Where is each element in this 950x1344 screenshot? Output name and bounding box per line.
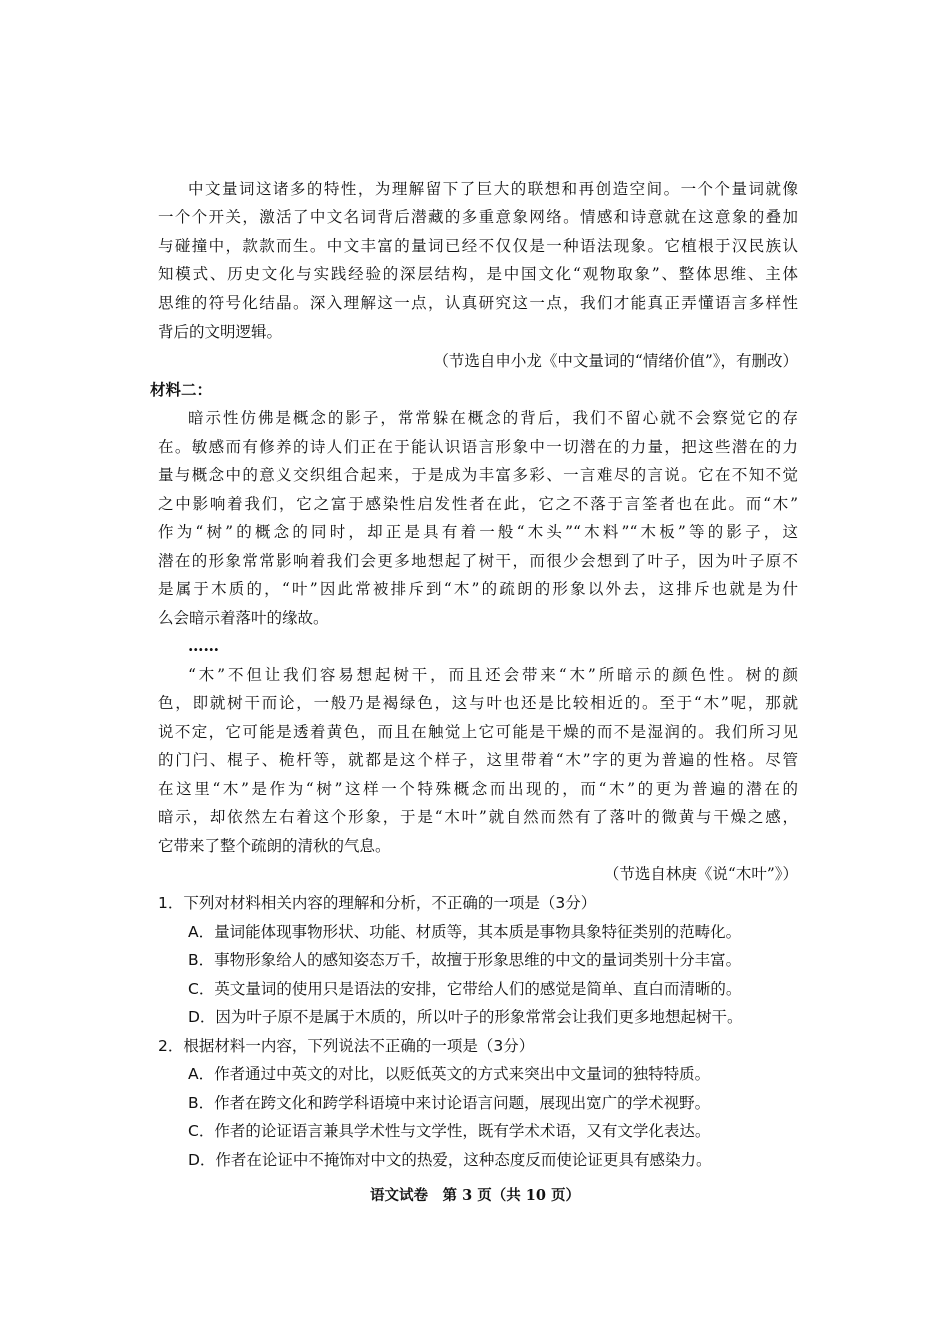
question-2-stem: 2．根据材料一内容，下列说法不正确的一项是（3分） xyxy=(158,1037,535,1055)
question-2-option-d: D．作者在论证中不掩饰对中文的热爱，这种态度反而使论证更具有感染力。 xyxy=(188,1151,712,1169)
material2-line: 暗示，却依然左右着这个形象，于是“木叶”就自然而然有了落叶的微黄与干燥之感， xyxy=(158,808,798,826)
material2-source: （节选自林庚《说“木叶”》） xyxy=(603,865,798,883)
question-2-option-c: C．作者的论证语言兼具学术性与文学性，既有学术术语，又有文学化表达。 xyxy=(188,1122,711,1140)
material1-line: 思维的符号化结晶。深入理解这一点，认真研究这一点，我们才能真正弄懂语言多样性 xyxy=(158,294,798,312)
material2-line: 在。敏感而有修养的诗人们正在于能认识语言形象中一切潜在的力量，把这些潜在的力 xyxy=(158,438,798,456)
question-1-option-d: D．因为叶子原不是属于木质的，所以叶子的形象常常会让我们更多地想起树干。 xyxy=(188,1008,743,1026)
material2-line: 说不定，它可能是透着黄色，而且在触觉上它可能是干燥的而不是湿润的。我们所习见 xyxy=(158,723,798,741)
material2-line: “木”不但让我们容易想起树干，而且还会带来“木”所暗示的颜色性。树的颜 xyxy=(188,666,798,684)
material2-line: 色，即就树干而论，一般乃是褐绿色，这与叶也还是比较相近的。至于“木”呢，那就 xyxy=(158,694,798,712)
material2-line: 么会暗示着落叶的缘故。 xyxy=(158,609,329,627)
question-1-option-c: C．英文量词的使用只是语法的安排，它带给人们的感觉是简单、直白而清晰的。 xyxy=(188,980,742,998)
material2-line: 是属于木质的，“叶”因此常被排斥到“木”的疏朗的形象以外去，这排斥也就是为什 xyxy=(158,580,798,598)
material2-line: 之中影响着我们，它之富于感染性启发性者在此，它之不落于言筌者也在此。而“木” xyxy=(158,495,798,513)
question-1-option-b: B．事物形象给人的感知姿态万千，故擅于形象思维的中文的量词类别十分丰富。 xyxy=(188,951,742,969)
material1-source: （节选自申小龙《中文量词的“情绪价值”》，有删改） xyxy=(433,352,798,370)
material2-line: 的门闩、棍子、桅杆等，就都是这个样子，这里带着“木”字的更为普遍的性格。尽管 xyxy=(158,751,798,769)
material1-line: 知模式、历史文化与实践经验的深层结构，是中国文化“观物取象”、整体思维、主体 xyxy=(158,265,798,283)
material2-line: 作为“树”的概念的同时，却正是具有着一般“木头”“木料”“木板”等的影子，这 xyxy=(158,523,798,541)
material2-line: 量与概念中的意义交织组合起来，于是成为丰富多彩、一言难尽的言说。它在不知不觉 xyxy=(158,466,798,484)
question-1-stem: 1．下列对材料相关内容的理解和分析，不正确的一项是（3分） xyxy=(158,894,597,912)
question-1-option-a: A．量词能体现事物形状、功能、材质等，其本质是事物具象特征类别的范畴化。 xyxy=(188,923,742,941)
material2-line: 它带来了整个疏朗的清秋的气息。 xyxy=(158,837,391,855)
material2-line: 暗示性仿佛是概念的影子，常常躲在概念的背后，我们不留心就不会察觉它的存 xyxy=(188,409,798,427)
ellipsis: …… xyxy=(188,636,219,655)
material1-line: 中文量词这诸多的特性，为理解留下了巨大的联想和再创造空间。一个个量词就像 xyxy=(188,180,798,198)
material2-heading: 材料二： xyxy=(150,380,213,399)
question-2-option-a: A．作者通过中英文的对比，以贬低英文的方式来突出中文量词的独特特质。 xyxy=(188,1065,711,1083)
page-footer: 语文试卷 第 3 页（共 10 页） xyxy=(370,1187,580,1204)
material1-line: 一个个开关，激活了中文名词背后潜藏的多重意象网络。情感和诗意就在这意象的叠加 xyxy=(158,208,798,226)
material1-line: 背后的文明逻辑。 xyxy=(158,323,283,341)
material2-line: 潜在的形象常常影响着我们会更多地想起了树干，而很少会想到了叶子，因为叶子原不 xyxy=(158,552,798,570)
material2-line: 在这里“木”是作为“树”这样一个特殊概念而出现的，而“木”的更为普遍的潜在的 xyxy=(158,780,798,798)
question-2-option-b: B．作者在跨文化和跨学科语境中来讨论语言问题，展现出宽广的学术视野。 xyxy=(188,1094,711,1112)
material1-line: 与碰撞中，款款而生。中文丰富的量词已经不仅仅是一种语法现象。它植根于汉民族认 xyxy=(158,237,798,255)
